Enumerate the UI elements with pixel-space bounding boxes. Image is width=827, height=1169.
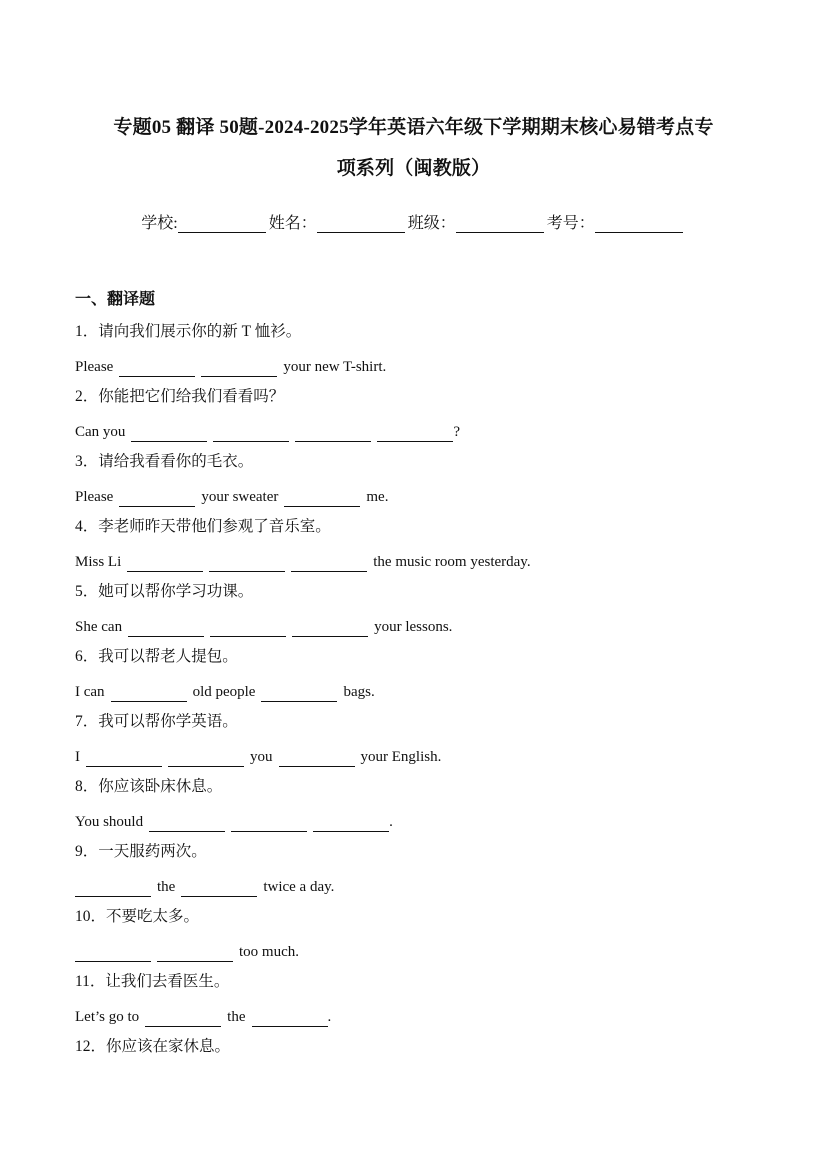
answer-text: Please (75, 359, 114, 375)
question-prompt: 11．让我们去看医生。 (75, 973, 230, 990)
answer-blank[interactable] (168, 751, 244, 767)
question-prompt: 3．请给我看看你的毛衣。 (75, 453, 254, 470)
answer-blank[interactable] (181, 881, 257, 897)
answer-line (75, 422, 460, 442)
answer-text: old people (192, 684, 256, 700)
answer-line (75, 617, 452, 637)
answer-blank[interactable] (75, 946, 151, 962)
answer-blank[interactable] (284, 491, 360, 507)
school-blank[interactable] (178, 216, 266, 233)
student-info-row (0, 210, 827, 233)
name-label: 姓名： (268, 215, 317, 232)
answer-blank[interactable] (231, 816, 307, 832)
answer-blank[interactable] (119, 491, 195, 507)
answer-blank[interactable] (377, 426, 453, 442)
answer-text: ? (453, 424, 461, 440)
question-item (75, 1037, 755, 1102)
question-prompt: 9．一天服药两次。 (75, 843, 207, 860)
answer-text: You should (75, 814, 144, 830)
answer-blank[interactable] (213, 426, 289, 442)
answer-line (75, 357, 386, 377)
question-prompt: 10．不要吃太多。 (75, 908, 200, 925)
question-prompt: 7．我可以帮你学英语。 (75, 713, 238, 730)
answer-text: . (389, 814, 393, 830)
class-blank[interactable] (456, 216, 544, 233)
answer-blank[interactable] (157, 946, 233, 962)
question-item (75, 387, 755, 452)
answer-text: the (157, 879, 176, 895)
answer-text: you (250, 749, 273, 765)
answer-text: Let’s go to (75, 1009, 140, 1025)
question-prompt: 8．你应该卧床休息。 (75, 778, 223, 795)
question-item (75, 517, 755, 582)
page-title-line-1: 专题05 翻译 50题-2024-2025学年英语六年级下学期期末核心易错考点专 (113, 117, 714, 138)
answer-blank[interactable] (292, 621, 368, 637)
answer-blank[interactable] (86, 751, 162, 767)
answer-blank[interactable] (261, 686, 337, 702)
section-heading: 一、翻译题 (75, 291, 156, 308)
answer-text: I (75, 749, 80, 765)
exam-number-label: 考号： (546, 215, 595, 232)
answer-blank[interactable] (210, 621, 286, 637)
question-item (75, 582, 755, 647)
question-item (75, 972, 755, 1037)
answer-blank[interactable] (127, 556, 203, 572)
name-blank[interactable] (317, 216, 405, 233)
answer-blank[interactable] (279, 751, 355, 767)
answer-line (75, 747, 441, 767)
answer-line (75, 942, 299, 962)
question-item (75, 907, 755, 972)
answer-line (75, 1007, 331, 1027)
answer-blank[interactable] (145, 1011, 221, 1027)
school-label: 学校: (141, 215, 178, 232)
answer-text: . (327, 1009, 332, 1025)
answer-text: too much. (239, 944, 299, 960)
answer-blank[interactable] (209, 556, 285, 572)
answer-text: your new T-shirt. (283, 359, 387, 375)
question-item (75, 842, 755, 907)
answer-blank[interactable] (111, 686, 187, 702)
question-item (75, 777, 755, 842)
question-item (75, 712, 755, 777)
answer-text: She can (75, 619, 123, 635)
answer-blank[interactable] (252, 1011, 328, 1027)
answer-blank[interactable] (131, 426, 207, 442)
answer-blank[interactable] (313, 816, 389, 832)
answer-blank[interactable] (149, 816, 225, 832)
question-item (75, 647, 755, 712)
answer-text: the (227, 1009, 246, 1025)
question-prompt: 2．你能把它们给我们看看吗？ (75, 388, 285, 405)
answer-blank[interactable] (295, 426, 371, 442)
answer-line (75, 487, 388, 507)
answer-line (75, 877, 334, 897)
name-field (269, 210, 408, 233)
question-prompt: 12．你应该在家休息。 (75, 1038, 231, 1055)
answer-text: the music room yesterday. (373, 554, 531, 570)
answer-text: me. (366, 489, 389, 505)
question-item (75, 322, 755, 387)
question-list (75, 322, 755, 1102)
answer-text: Can you (75, 424, 126, 440)
question-prompt: 4．李老师昨天带他们参观了音乐室。 (75, 518, 331, 535)
question-prompt: 6．我可以帮老人提包。 (75, 648, 238, 665)
school-field (141, 210, 268, 233)
answer-line (75, 812, 393, 832)
answer-blank[interactable] (75, 881, 151, 897)
question-item (75, 452, 755, 517)
answer-text: Please (75, 489, 114, 505)
answer-blank[interactable] (119, 361, 195, 377)
class-field (408, 210, 547, 233)
exam-number-field (547, 210, 686, 233)
answer-text: your sweater (201, 489, 279, 505)
answer-text: your lessons. (374, 619, 453, 635)
answer-blank[interactable] (291, 556, 367, 572)
answer-blank[interactable] (128, 621, 204, 637)
answer-text: Miss Li (75, 554, 122, 570)
answer-text: I can (75, 684, 105, 700)
answer-text: your English. (360, 749, 442, 765)
exam-number-blank[interactable] (595, 216, 683, 233)
answer-line (75, 682, 375, 702)
class-label: 班级： (407, 215, 456, 232)
answer-blank[interactable] (201, 361, 277, 377)
question-prompt: 1．请向我们展示你的新 T 恤衫。 (75, 323, 302, 340)
answer-text: twice a day. (263, 879, 335, 895)
page-title-line-2: 项系列（闽教版） (336, 158, 491, 179)
answer-text: bags. (343, 684, 375, 700)
answer-line (75, 552, 531, 572)
question-prompt: 5．她可以帮你学习功课。 (75, 583, 254, 600)
